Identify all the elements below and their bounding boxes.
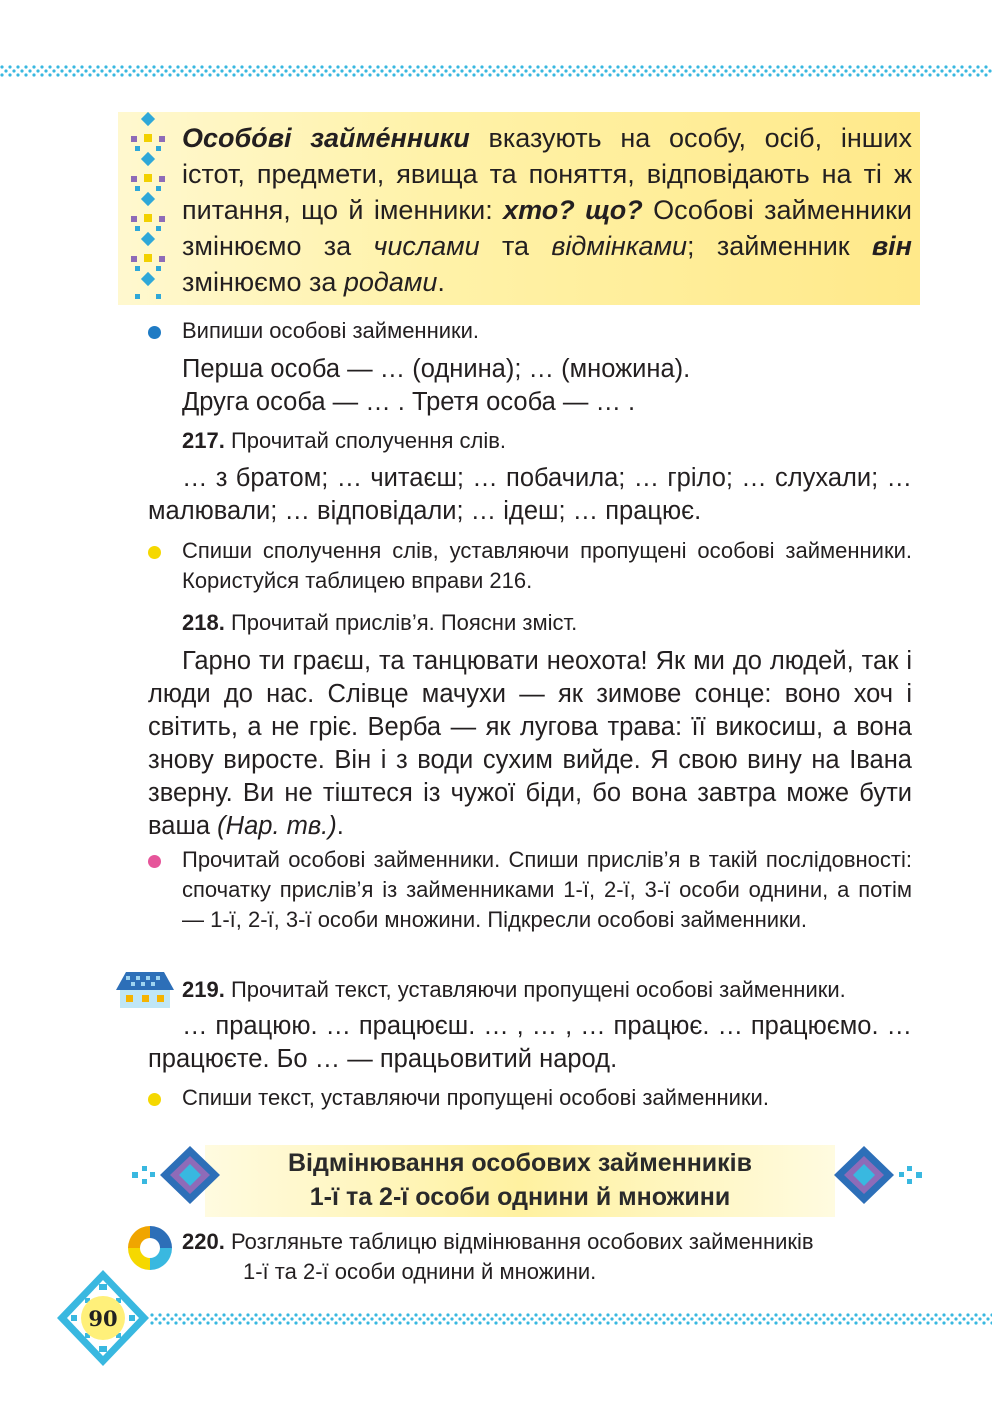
section-heading-line-1: Відмінювання особових займенників — [287, 1149, 752, 1177]
exercise-number: 217. — [182, 428, 225, 453]
exercise-number: 219. — [182, 977, 225, 1002]
folk-ornament-icon — [125, 112, 171, 305]
group-work-icon — [126, 1224, 174, 1272]
task-instruction: Випиши особові займенники. — [182, 318, 480, 343]
exercise-number: 218. — [182, 610, 225, 635]
exercise-219-text: … працюю. … працюєш. … , … , … працює. … працюємо. … працюєте. Бо … — працьовитий народ. — [148, 1012, 912, 1073]
top-ornament-border — [0, 64, 992, 78]
exercise-218-header: 218. Прочитай прислів’я. Поясни зміст. — [182, 610, 578, 635]
bullet-pink-icon — [148, 855, 161, 868]
exercise-218-task: Прочитай особові займенники. Спиши прислів’я в такій послідовності: спочатку прислів’я із займенниками 1-ї, 2-ї, 3-ї особи однини, а потім — 1-ї, 2-ї, 3-ї особи множини. Підкресли особові займенники. — [182, 847, 912, 932]
fill-line-2: Друга особа — … . Третя особа — … . — [182, 388, 636, 416]
house-icon — [112, 968, 178, 1012]
bullet-blue-icon — [148, 326, 161, 339]
exercise-217-task: Спиши сполучення слів, уставляючи пропущені особові займенники. Користуйся таблицею вправи 216. — [182, 538, 912, 593]
exercise-220-title-line-2: 1-ї та 2-ї особи однини й множини. — [243, 1259, 597, 1284]
page-number: 90 — [88, 1305, 118, 1331]
section-heading — [205, 1146, 835, 1214]
exercise-219-header: 219. Прочитай текст, уставляючи пропущені особові займенники. — [182, 977, 846, 1002]
source-note: (Нар. тв.) — [217, 812, 337, 840]
fill-line-1: Перша особа — … (однина); … (множина). — [182, 355, 691, 383]
exercise-number: 220. — [182, 1229, 225, 1254]
proverbs-text: Гарно ти граєш, та танцювати неохота! Як ми до людей, так і люди до нас. Слівце мачухи — як зимове сонце: воно хоч і світить, а не гріє. Верба — як лугова трава: її викосиш, а вона знову виросте. Він і з води сухим вийде. Я свою вину на Івана зверну. Ви не тіштеся із чужої біди, бо вона завтра може бути ваша (Нар. тв.). — [148, 647, 912, 840]
rule-text: Особо́ві займе́нники вказують на особу, осіб, інших істот, предмети, явища та поняття, відповідають на ті ж питання, що й іменники: хто? що? Особові займенники змінюємо за числами та відмінками; займенник він змінюємо за родами. — [182, 123, 912, 297]
right-ornament-icon — [830, 1142, 926, 1208]
exercise-217-text: … з братом; … читаєш; … побачила; … гріло; … слухали; … малювали; … відповідали; … ідеш; … працює. — [148, 464, 912, 525]
exercise-217-header: 217. Прочитай сполучення слів. — [182, 428, 507, 453]
bullet-yellow-icon — [148, 546, 161, 559]
section-heading-line-2: 1-ї та 2-ї особи однини й множини — [309, 1183, 731, 1211]
exercise-219-task: Спиши текст, уставляючи пропущені особові займенники. — [182, 1085, 769, 1110]
bottom-ornament-border — [150, 1312, 992, 1326]
rule-term: Особо́ві займе́нники — [182, 123, 470, 153]
page-number-badge — [55, 1268, 151, 1368]
bullet-yellow-icon — [148, 1093, 161, 1106]
exercise-220-header: 220. Розгляньте таблицю відмінювання особових займенників — [182, 1229, 814, 1254]
